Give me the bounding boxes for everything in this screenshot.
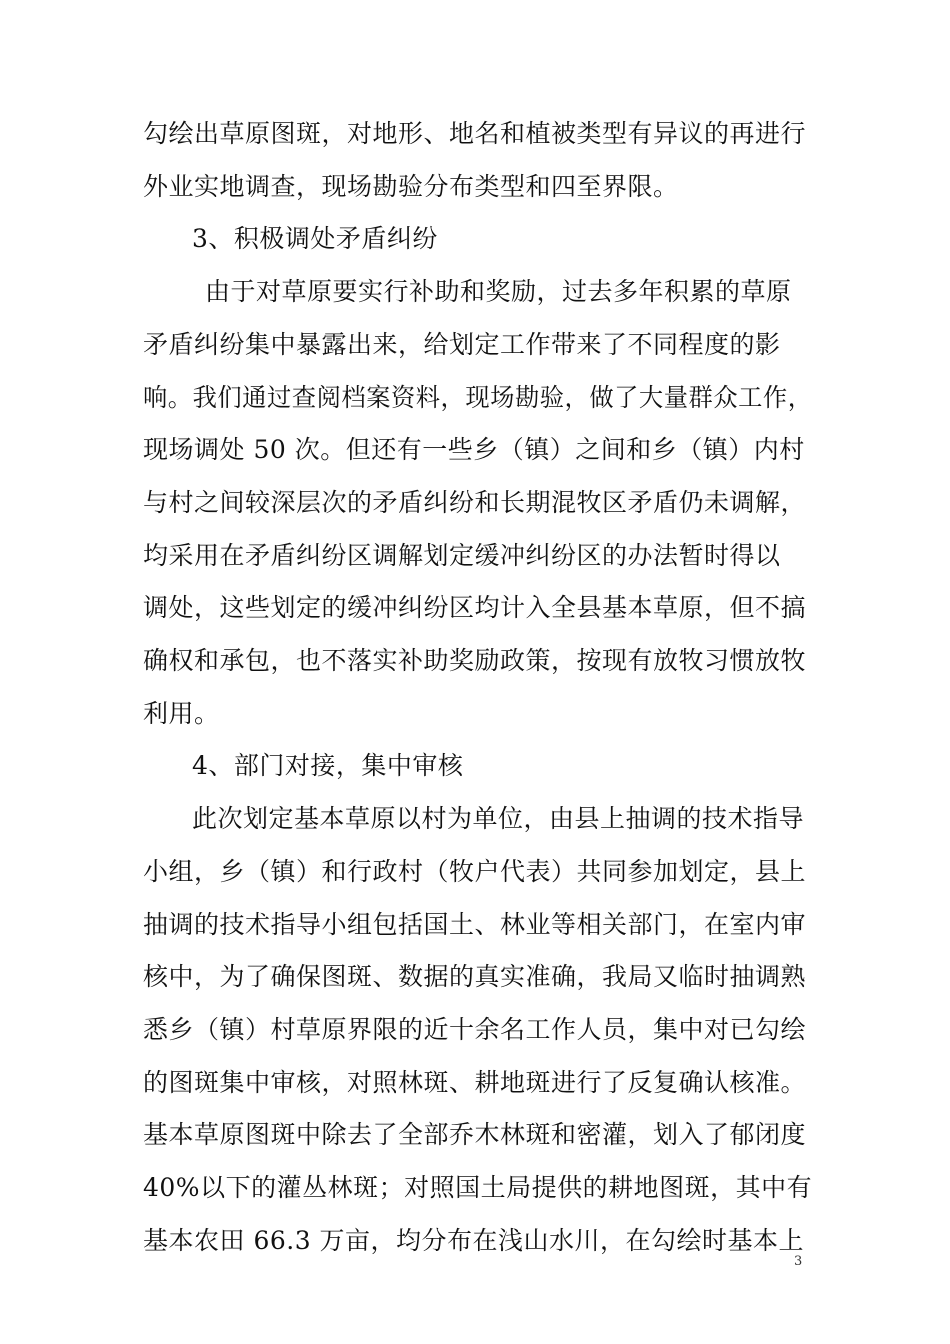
body-line: 现场调处 50 次。但还有一些乡（镇）之间和乡（镇）内村	[143, 435, 805, 464]
body-line: 勾绘出草原图斑，对地形、地名和植被类型有异议的再进行	[143, 119, 807, 148]
page-number: 3	[794, 1254, 803, 1269]
body-line: 确权和承包，也不落实补助奖励政策，按现有放牧习惯放牧	[143, 646, 807, 675]
section-heading: 3、积极调处矛盾纠纷	[192, 224, 438, 253]
body-line: 外业实地调查，现场勘验分布类型和四至界限。	[143, 172, 679, 201]
body-line: 矛盾纠纷集中暴露出来，给划定工作带来了不同程度的影	[143, 330, 781, 359]
paragraph-first-line: 此次划定基本草原以村为单位，由县上抽调的技术指导	[192, 804, 805, 833]
body-line: 核中，为了确保图斑、数据的真实准确，我局又临时抽调熟	[143, 962, 807, 991]
body-line: 与村之间较深层次的矛盾纠纷和长期混牧区矛盾仍未调解，	[143, 488, 807, 517]
body-line: 基本农田 66.3 万亩，均分布在浅山水川，在勾绘时基本上	[143, 1226, 805, 1255]
body-line: 悉乡（镇）村草原界限的近十余名工作人员，集中对已勾绘	[143, 1015, 807, 1044]
body-line: 均采用在矛盾纠纷区调解划定缓冲纠纷区的办法暂时得以	[143, 541, 781, 570]
body-line: 小组，乡（镇）和行政村（牧户代表）共同参加划定，县上	[143, 857, 807, 886]
body-line: 调处，这些划定的缓冲纠纷区均计入全县基本草原，但不搞	[143, 593, 807, 622]
body-line: 抽调的技术指导小组包括国土、林业等相关部门，在室内审	[143, 910, 807, 939]
body-line: 40%以下的灌丛林斑；对照国土局提供的耕地图斑，其中有	[143, 1173, 813, 1202]
body-line: 响。我们通过查阅档案资料，现场勘验，做了大量群众工作，	[143, 383, 813, 412]
body-line: 利用。	[143, 699, 220, 728]
body-line: 的图斑集中审核，对照林斑、耕地斑进行了反复确认核准。	[143, 1068, 807, 1097]
paragraph-first-line: 由于对草原要实行补助和奖励，过去多年积累的草原	[205, 277, 792, 306]
body-line: 基本草原图斑中除去了全部乔木林斑和密灌，划入了郁闭度	[143, 1120, 807, 1149]
section-heading: 4、部门对接，集中审核	[192, 751, 464, 780]
